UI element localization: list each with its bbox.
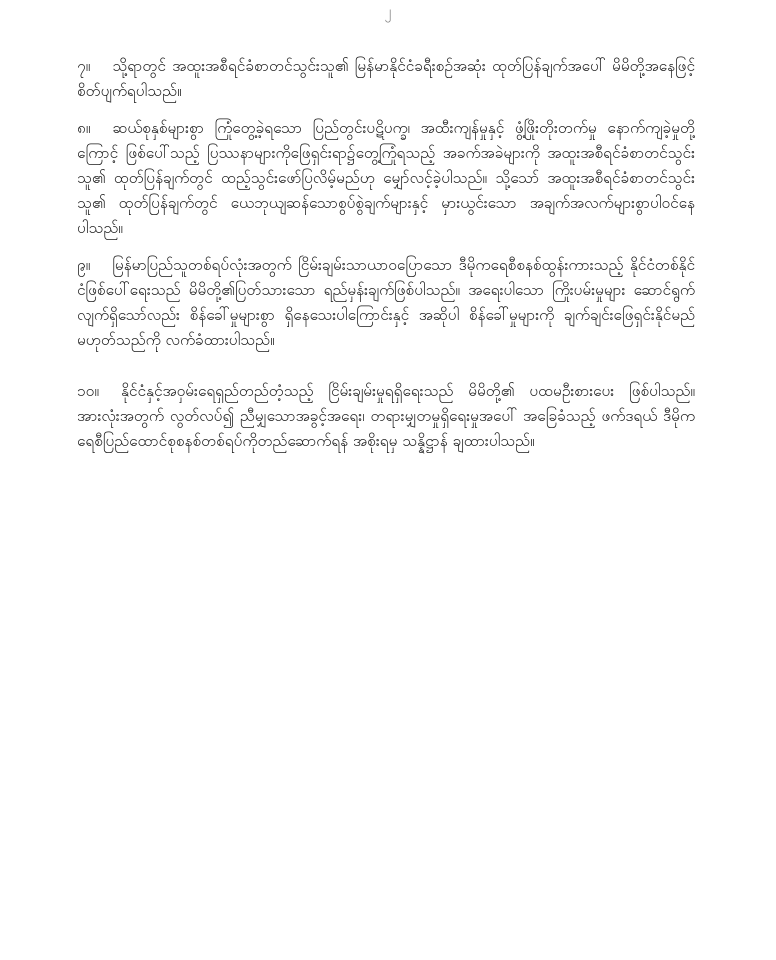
document-body (77, 54, 695, 466)
paragraph-text: ဆယ်စုနှစ်များစွာ ကြုံတွေ့ခဲ့ရသော ပြည်တွင်းပဋိပက္ခ၊ အထီးကျန်မှုနှင့် ဖွံ့ဖြိုးတိုးတက်မှု နောက်ကျခဲ့မှုတို့ကြောင့် ဖြစ်ပေါ်သည့် ပြဿနာများကိုဖြေရှင်းရာ၌တွေ့ကြုံရသည့် အခက်အခဲများကို အထူးအစီရင်ခံစာတင်သွင်းသူ၏ ထုတ်ပြန်ချက်တွင် ထည့်သွင်းဖော်ပြလိမ့်မည်ဟု မျှော်လင့်ခဲ့ပါသည်။ သို့သော် အထူးအစီရင်ခံစာတင်သွင်းသူ၏ ထုတ်ပြန်ချက်တွင် ယေဘုယျဆန်သောစွပ်စွဲချက်များနှင့် မှားယွင်းသော အချက်အလက်များစွာပါဝင်နေပါသည်။ (77, 119, 695, 237)
paragraph-number: ၉။ (77, 256, 91, 274)
paragraph-number: ၈။ (77, 119, 91, 137)
paragraph-8 (77, 116, 695, 241)
paragraph-text: မြန်မာပြည်သူတစ်ရပ်လုံးအတွက် ငြိမ်းချမ်းသာယာဝပြောသော ဒီမိုကရေစီစနစ်ထွန်းကားသည့် နိုင်ငံတစ်နိုင်ငံဖြစ်ပေါ်ရေးသည် မိမိတို့၏ပြတ်သားသော ရည်မှန်းချက်ဖြစ်ပါသည်။ အရေးပါသော ကြိုးပမ်းမှုများ ဆောင်ရွက်လျက်ရှိသော်လည်း စိန်ခေါ်မှုများစွာ ရှိနေသေးပါကြောင်းနှင့် အဆိုပါ စိန်ခေါ်မှုများကို ချက်ချင်းဖြေရှင်းနိုင်မည် မဟုတ်သည်ကို လက်ခံထားပါသည်။ (77, 256, 695, 349)
paragraph-10 (77, 379, 695, 454)
paragraph-7 (77, 54, 695, 104)
paragraph-number: ၁၀။ (77, 382, 99, 400)
paragraph-9 (77, 253, 695, 353)
page-number: ၂ (384, 4, 392, 20)
paragraph-text: သို့ရာတွင် အထူးအစီရင်ခံစာတင်သွင်းသူ၏ မြန်မာနိုင်ငံခရီးစဉ်အဆုံး ထုတ်ပြန်ချက်အပေါ် မိမိတို့အနေဖြင့် စိတ်ပျက်ရပါသည်။ (77, 57, 695, 100)
paragraph-text: နိုင်ငံနှင့်အဝှမ်းရေရှည်တည်တံ့သည့် ငြိမ်းချမ်းမှုရရှိရေးသည် မိမိတို့၏ ပထမဦးစားပေး ဖြစ်ပါသည်။အားလုံးအတွက် လွတ်လပ်၍ ညီမျှသောအခွင့်အရေး၊ တရားမျှတမှုရှိရေးမှုအပေါ် အခြေခံသည့် ဖက်ဒရယ် ဒီမိုကရေစီပြည်ထောင်စုစနစ်တစ်ရပ်ကိုတည်ဆောက်ရန် အစိုးရမှ သန္နိဋ္ဌာန် ချထားပါသည်။ (77, 382, 695, 450)
paragraph-number: ၇။ (77, 57, 91, 75)
